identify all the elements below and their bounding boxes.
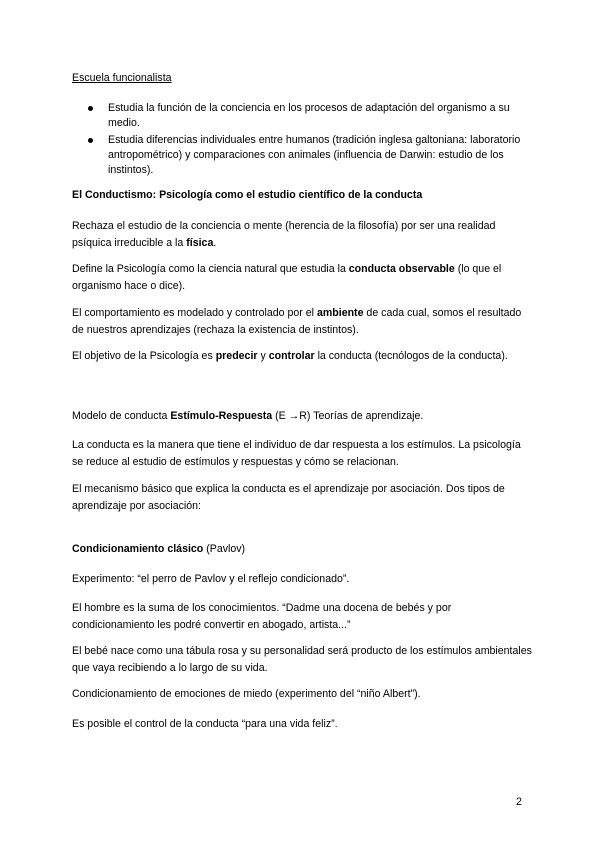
list-item bbox=[72, 133, 522, 178]
bullet-icon bbox=[88, 106, 93, 111]
paragraph: Experimento: “el perro de Pavlov y el reflejo condicionado”. bbox=[72, 573, 350, 585]
paragraph: Define la Psicología como la ciencia natural que estudia la conducta observable (lo que el organismo hace o dice). bbox=[72, 263, 502, 292]
paragraph: El mecanismo básico que explica la conducta es el aprendizaje por asociación. Dos tipos de aprendizaje por asociación: bbox=[72, 483, 505, 512]
page-number: 2 bbox=[516, 796, 522, 808]
paragraph: La conducta es la manera que tiene el individuo de dar respuesta a los estímulos. La psicología se reduce al estudio de estímulos y respuestas y cómo se relacionan. bbox=[72, 439, 521, 468]
list-item-text: Estudia la función de la conciencia en los procesos de adaptación del organismo a su medio. bbox=[108, 102, 510, 129]
paragraph: Modelo de conducta Estímulo-Respuesta (E →R) Teorías de aprendizaje. bbox=[72, 410, 424, 422]
functionalist-bullet-list bbox=[72, 101, 522, 180]
paragraph: Es posible el control de la conducta “para una vida feliz”. bbox=[72, 718, 338, 730]
paragraph: El bebé nace como una tábula rosa y su personalidad será producto de los estímulos ambientales que vaya recibiendo a lo largo de su vida. bbox=[72, 645, 532, 674]
section-heading-behaviorism: El Conductismo: Psicología como el estudio científico de la conducta bbox=[72, 189, 423, 201]
paragraph: El comportamiento es modelado y controlado por el ambiente de cada cual, somos el resultado de nuestros aprendizajes (rechaza la existencia de instintos). bbox=[72, 307, 522, 336]
list-item-text: Estudia diferencias individuales entre humanos (tradición inglesa galtoniana: laboratorio antropométrico) y comparaciones con animales (influencia de Darwin: estudio de los instintos). bbox=[108, 134, 521, 176]
paragraph: El hombre es la suma de los conocimientos. “Dadme una docena de bebés y por condicionamiento les podré convertir en abogado, artista...” bbox=[72, 602, 452, 631]
section-heading-functionalist: Escuela funcionalista bbox=[72, 72, 172, 84]
list-item bbox=[72, 101, 522, 131]
paragraph: El objetivo de la Psicología es predecir y controlar la conducta (tecnólogos de la conducta). bbox=[72, 350, 508, 362]
bullet-icon bbox=[88, 138, 93, 143]
section-heading-classical: Condicionamiento clásico (Pavlov) bbox=[72, 543, 246, 555]
paragraph: Condicionamiento de emociones de miedo (experimento del “niño Albert”). bbox=[72, 688, 421, 700]
paragraph: Rechaza el estudio de la conciencia o mente (herencia de la filosofía) por ser una realidad psíquica irreducible a la física. bbox=[72, 220, 496, 249]
